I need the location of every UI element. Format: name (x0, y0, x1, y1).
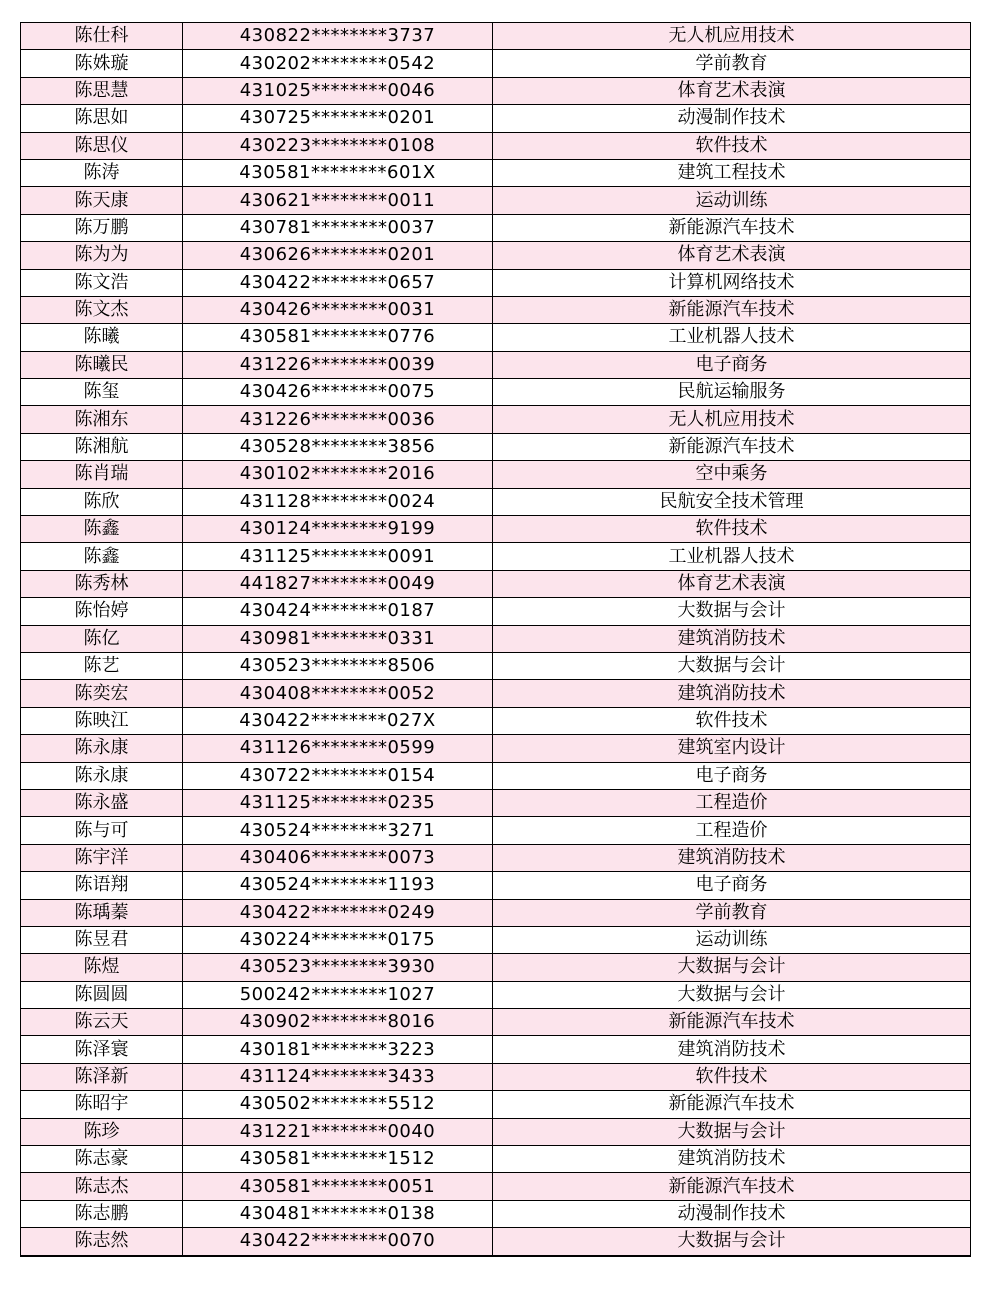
major-cell: 建筑消防技术 (493, 625, 971, 652)
id-number-cell: 430722********0154 (183, 762, 493, 789)
student-name-cell: 陈天康 (21, 187, 183, 214)
student-name-cell: 陈欣 (21, 488, 183, 515)
table-row (21, 1200, 971, 1227)
table-row (21, 652, 971, 679)
id-number-cell: 430725********0201 (183, 105, 493, 132)
table-row (21, 461, 971, 488)
major-cell: 工程造价 (493, 817, 971, 844)
student-name-cell: 陈永盛 (21, 789, 183, 816)
table-row (21, 981, 971, 1008)
table-row (21, 1036, 971, 1063)
id-number-cell: 430424********0187 (183, 598, 493, 625)
table-row (21, 625, 971, 652)
major-cell: 空中乘务 (493, 461, 971, 488)
major-cell: 工程造价 (493, 789, 971, 816)
major-cell: 动漫制作技术 (493, 105, 971, 132)
table-row (21, 1118, 971, 1145)
major-cell: 学前教育 (493, 50, 971, 77)
student-name-cell: 陈曦 (21, 324, 183, 351)
table-row (21, 926, 971, 953)
major-cell: 动漫制作技术 (493, 1200, 971, 1227)
student-roster-table (20, 22, 971, 1257)
roster-body (21, 23, 971, 1256)
id-number-cell: 500242********1027 (183, 981, 493, 1008)
id-number-cell: 430422********027X (183, 707, 493, 734)
id-number-cell: 430581********0776 (183, 324, 493, 351)
major-cell: 计算机网络技术 (493, 269, 971, 296)
id-number-cell: 430422********0070 (183, 1228, 493, 1256)
table-row (21, 488, 971, 515)
id-number-cell: 430981********0331 (183, 625, 493, 652)
major-cell: 大数据与会计 (493, 981, 971, 1008)
student-name-cell: 陈涛 (21, 159, 183, 186)
student-name-cell: 陈思慧 (21, 77, 183, 104)
major-cell: 运动训练 (493, 187, 971, 214)
student-name-cell: 陈亿 (21, 625, 183, 652)
table-row (21, 1173, 971, 1200)
student-name-cell: 陈奕宏 (21, 680, 183, 707)
table-row (21, 844, 971, 871)
student-name-cell: 陈云天 (21, 1009, 183, 1036)
student-name-cell: 陈为为 (21, 242, 183, 269)
table-row (21, 1228, 971, 1256)
table-row (21, 50, 971, 77)
id-number-cell: 431125********0235 (183, 789, 493, 816)
major-cell: 无人机应用技术 (493, 406, 971, 433)
major-cell: 建筑消防技术 (493, 680, 971, 707)
id-number-cell: 430408********0052 (183, 680, 493, 707)
id-number-cell: 441827********0049 (183, 570, 493, 597)
major-cell: 建筑消防技术 (493, 1036, 971, 1063)
table-row (21, 23, 971, 50)
student-name-cell: 陈永康 (21, 762, 183, 789)
student-name-cell: 陈玺 (21, 379, 183, 406)
student-name-cell: 陈宇洋 (21, 844, 183, 871)
id-number-cell: 430422********0657 (183, 269, 493, 296)
id-number-cell: 430822********3737 (183, 23, 493, 50)
major-cell: 民航安全技术管理 (493, 488, 971, 515)
id-number-cell: 430224********0175 (183, 926, 493, 953)
table-row (21, 214, 971, 241)
id-number-cell: 430621********0011 (183, 187, 493, 214)
major-cell: 运动训练 (493, 926, 971, 953)
id-number-cell: 430524********1193 (183, 872, 493, 899)
id-number-cell: 430202********0542 (183, 50, 493, 77)
student-name-cell: 陈文浩 (21, 269, 183, 296)
table-row (21, 77, 971, 104)
major-cell: 新能源汽车技术 (493, 1009, 971, 1036)
student-name-cell: 陈鑫 (21, 516, 183, 543)
table-row (21, 1009, 971, 1036)
major-cell: 工业机器人技术 (493, 324, 971, 351)
id-number-cell: 430426********0075 (183, 379, 493, 406)
table-row (21, 762, 971, 789)
id-number-cell: 431126********0599 (183, 735, 493, 762)
student-name-cell: 陈泽新 (21, 1063, 183, 1090)
major-cell: 大数据与会计 (493, 598, 971, 625)
id-number-cell: 430523********8506 (183, 652, 493, 679)
id-number-cell: 430581********0051 (183, 1173, 493, 1200)
id-number-cell: 430581********1512 (183, 1146, 493, 1173)
id-number-cell: 430524********3271 (183, 817, 493, 844)
major-cell: 大数据与会计 (493, 954, 971, 981)
id-number-cell: 431025********0046 (183, 77, 493, 104)
table-row (21, 516, 971, 543)
major-cell: 民航运输服务 (493, 379, 971, 406)
student-name-cell: 陈志豪 (21, 1146, 183, 1173)
major-cell: 软件技术 (493, 516, 971, 543)
major-cell: 无人机应用技术 (493, 23, 971, 50)
student-name-cell: 陈志杰 (21, 1173, 183, 1200)
student-name-cell: 陈泽寰 (21, 1036, 183, 1063)
id-number-cell: 430781********0037 (183, 214, 493, 241)
table-row (21, 680, 971, 707)
id-number-cell: 430426********0031 (183, 296, 493, 323)
major-cell: 建筑工程技术 (493, 159, 971, 186)
table-row (21, 433, 971, 460)
table-row (21, 1063, 971, 1090)
table-row (21, 1091, 971, 1118)
major-cell: 大数据与会计 (493, 1228, 971, 1256)
table-row (21, 269, 971, 296)
major-cell: 新能源汽车技术 (493, 1173, 971, 1200)
major-cell: 电子商务 (493, 872, 971, 899)
table-row (21, 872, 971, 899)
id-number-cell: 431125********0091 (183, 543, 493, 570)
student-name-cell: 陈语翔 (21, 872, 183, 899)
student-name-cell: 陈怡婷 (21, 598, 183, 625)
table-row (21, 406, 971, 433)
table-row (21, 132, 971, 159)
table-row (21, 379, 971, 406)
major-cell: 建筑室内设计 (493, 735, 971, 762)
table-row (21, 242, 971, 269)
table-row (21, 789, 971, 816)
major-cell: 学前教育 (493, 899, 971, 926)
student-name-cell: 陈湘航 (21, 433, 183, 460)
table-row (21, 159, 971, 186)
major-cell: 软件技术 (493, 707, 971, 734)
id-number-cell: 430481********0138 (183, 1200, 493, 1227)
table-row (21, 954, 971, 981)
major-cell: 建筑消防技术 (493, 844, 971, 871)
student-name-cell: 陈思如 (21, 105, 183, 132)
table-row (21, 543, 971, 570)
table-row (21, 707, 971, 734)
table-row (21, 324, 971, 351)
student-name-cell: 陈圆圆 (21, 981, 183, 1008)
id-number-cell: 430181********3223 (183, 1036, 493, 1063)
student-name-cell: 陈永康 (21, 735, 183, 762)
table-row (21, 735, 971, 762)
student-name-cell: 陈煜 (21, 954, 183, 981)
major-cell: 建筑消防技术 (493, 1146, 971, 1173)
student-name-cell: 陈艺 (21, 652, 183, 679)
major-cell: 电子商务 (493, 351, 971, 378)
student-name-cell: 陈姝璇 (21, 50, 183, 77)
table-row (21, 296, 971, 323)
student-name-cell: 陈文杰 (21, 296, 183, 323)
student-name-cell: 陈映江 (21, 707, 183, 734)
major-cell: 工业机器人技术 (493, 543, 971, 570)
major-cell: 软件技术 (493, 1063, 971, 1090)
id-number-cell: 430406********0073 (183, 844, 493, 871)
id-number-cell: 431226********0039 (183, 351, 493, 378)
major-cell: 新能源汽车技术 (493, 214, 971, 241)
id-number-cell: 430124********9199 (183, 516, 493, 543)
table-row (21, 187, 971, 214)
major-cell: 软件技术 (493, 132, 971, 159)
student-name-cell: 陈曦民 (21, 351, 183, 378)
table-row (21, 105, 971, 132)
id-number-cell: 430502********5512 (183, 1091, 493, 1118)
major-cell: 大数据与会计 (493, 652, 971, 679)
id-number-cell: 430223********0108 (183, 132, 493, 159)
major-cell: 新能源汽车技术 (493, 296, 971, 323)
table-row (21, 598, 971, 625)
student-name-cell: 陈肖瑞 (21, 461, 183, 488)
table-row (21, 817, 971, 844)
student-name-cell: 陈湘东 (21, 406, 183, 433)
id-number-cell: 431221********0040 (183, 1118, 493, 1145)
id-number-cell: 430626********0201 (183, 242, 493, 269)
table-row (21, 570, 971, 597)
student-name-cell: 陈仕科 (21, 23, 183, 50)
major-cell: 新能源汽车技术 (493, 1091, 971, 1118)
table-row (21, 1146, 971, 1173)
major-cell: 体育艺术表演 (493, 77, 971, 104)
major-cell: 新能源汽车技术 (493, 433, 971, 460)
major-cell: 体育艺术表演 (493, 242, 971, 269)
id-number-cell: 430523********3930 (183, 954, 493, 981)
major-cell: 体育艺术表演 (493, 570, 971, 597)
id-number-cell: 431226********0036 (183, 406, 493, 433)
id-number-cell: 430422********0249 (183, 899, 493, 926)
id-number-cell: 430581********601X (183, 159, 493, 186)
student-name-cell: 陈昭宇 (21, 1091, 183, 1118)
id-number-cell: 431128********0024 (183, 488, 493, 515)
id-number-cell: 431124********3433 (183, 1063, 493, 1090)
table-row (21, 351, 971, 378)
student-name-cell: 陈昱君 (21, 926, 183, 953)
table-row (21, 899, 971, 926)
major-cell: 电子商务 (493, 762, 971, 789)
student-name-cell: 陈鑫 (21, 543, 183, 570)
student-name-cell: 陈珍 (21, 1118, 183, 1145)
id-number-cell: 430102********2016 (183, 461, 493, 488)
student-name-cell: 陈志鹏 (21, 1200, 183, 1227)
student-name-cell: 陈瑀蓁 (21, 899, 183, 926)
id-number-cell: 430902********8016 (183, 1009, 493, 1036)
major-cell: 大数据与会计 (493, 1118, 971, 1145)
student-name-cell: 陈与可 (21, 817, 183, 844)
student-name-cell: 陈志然 (21, 1228, 183, 1256)
id-number-cell: 430528********3856 (183, 433, 493, 460)
student-name-cell: 陈秀林 (21, 570, 183, 597)
student-name-cell: 陈思仪 (21, 132, 183, 159)
student-name-cell: 陈万鹏 (21, 214, 183, 241)
